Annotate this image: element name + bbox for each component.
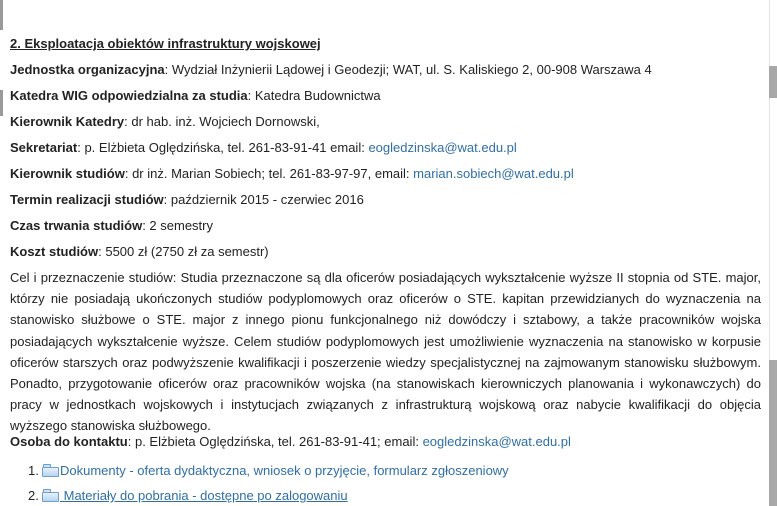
field-koszt [10,244,269,260]
field-value: : p. Elżbieta Oględzińska, tel. 261-83-91-41; email: [127,434,423,449]
left-edge-marker [0,0,3,30]
field-label: Katedra WIG odpowiedzialna za studia [10,88,248,103]
field-label: Czas trwania studiów [10,218,143,233]
email-link[interactable]: marian.sobiech@wat.edu.pl [413,166,574,181]
list-item-dokumenty [28,463,509,479]
list-item-materialy [28,488,348,504]
materials-link[interactable]: Materiały do pobrania - dostępne po zalogowaniu [60,488,348,503]
field-value: : Katedra Budownictwa [247,88,381,103]
field-label: Jednostka organizacyjna [10,62,165,77]
field-value: : październik 2015 - czerwiec 2016 [163,192,364,207]
scrollbar-thumb[interactable] [769,66,777,98]
left-edge-marker [0,90,3,116]
field-value: : Wydział Inżynierii Lądowej i Geodezji; WAT, ul. S. Kaliskiego 2, 00-908 Warszawa 4 [164,62,652,77]
field-kierownik-studiow [10,166,574,182]
field-kierownik-katedry [10,114,320,130]
field-sekretariat [10,140,517,156]
list-number: 2. [28,488,39,503]
email-link[interactable]: eogledzinska@wat.edu.pl [422,434,571,449]
field-label: Sekretariat [10,140,78,155]
documents-link[interactable]: Dokumenty - oferta dydaktyczna, wniosek o przyjęcie, formularz zgłoszeniowy [60,463,509,478]
field-value: : p. Elżbieta Oględzińska, tel. 261-83-91-41 email: [77,140,369,155]
section-title: 2. Eksploatacja obiektów infrastruktury wojskowej [10,36,321,51]
folder-icon[interactable] [42,489,58,501]
folder-icon[interactable] [42,464,58,476]
field-katedra [10,88,381,104]
field-label: Koszt studiów [10,244,99,259]
field-kontakt [10,434,571,450]
field-label: Osoba do kontaktu [10,434,128,449]
field-value: : 2 semestry [142,218,213,233]
program-description: Cel i przeznaczenie studiów: Studia przeznaczone są dla oficerów posiadających wykształcenie wyższe II stopnia od STE. major, którzy nie posiadają ukończonych studiów podyplomowych oraz oficerów o STE. kapitan przewidzianych do wyznaczenia na stanowisko służbowe o STE. major z innego pionu funkcjonalnego niż dowódczy i sztabowy, a także pracowników wojska posiadających wykształcenie wyższe. Celem studiów podyplomowych jest umożliwienie wyznaczenia na stanowisko w korpusie oficerów starszych oraz podwyższenie kwalifikacji i poszerzenie wiedzy specjalistycznej na zajmowanym stanowisku służbowym. Ponadto, przygotowanie oficerów oraz pracowników wojska (na stanowiskach kierowniczych planowania i wykonawczych) do pracy w jednostkach wojskowych i instytucjach związanych z infrastrukturą wojskową oraz nabycie kwalifikacji do objęcia wyższego stanowiska służbowego. [10,270,761,434]
field-label: Termin realizacji studiów [10,192,164,207]
field-termin [10,192,364,208]
field-label: Kierownik studiów [10,166,125,181]
field-czas [10,218,213,234]
field-jednostka [10,62,652,78]
vertical-scrollbar[interactable] [766,0,777,506]
field-value: : dr inż. Marian Sobiech; tel. 261-83-97-97, email: [124,166,414,181]
field-label: Kierownik Katedry [10,114,125,129]
list-number: 1. [28,463,39,478]
field-value: : dr hab. inż. Wojciech Dornowski, [124,114,320,129]
scrollbar-thumb-lower[interactable] [769,360,777,506]
email-link[interactable]: eogledzinska@wat.edu.pl [368,140,517,155]
field-value: : 5500 zł (2750 zł za semestr) [98,244,269,259]
